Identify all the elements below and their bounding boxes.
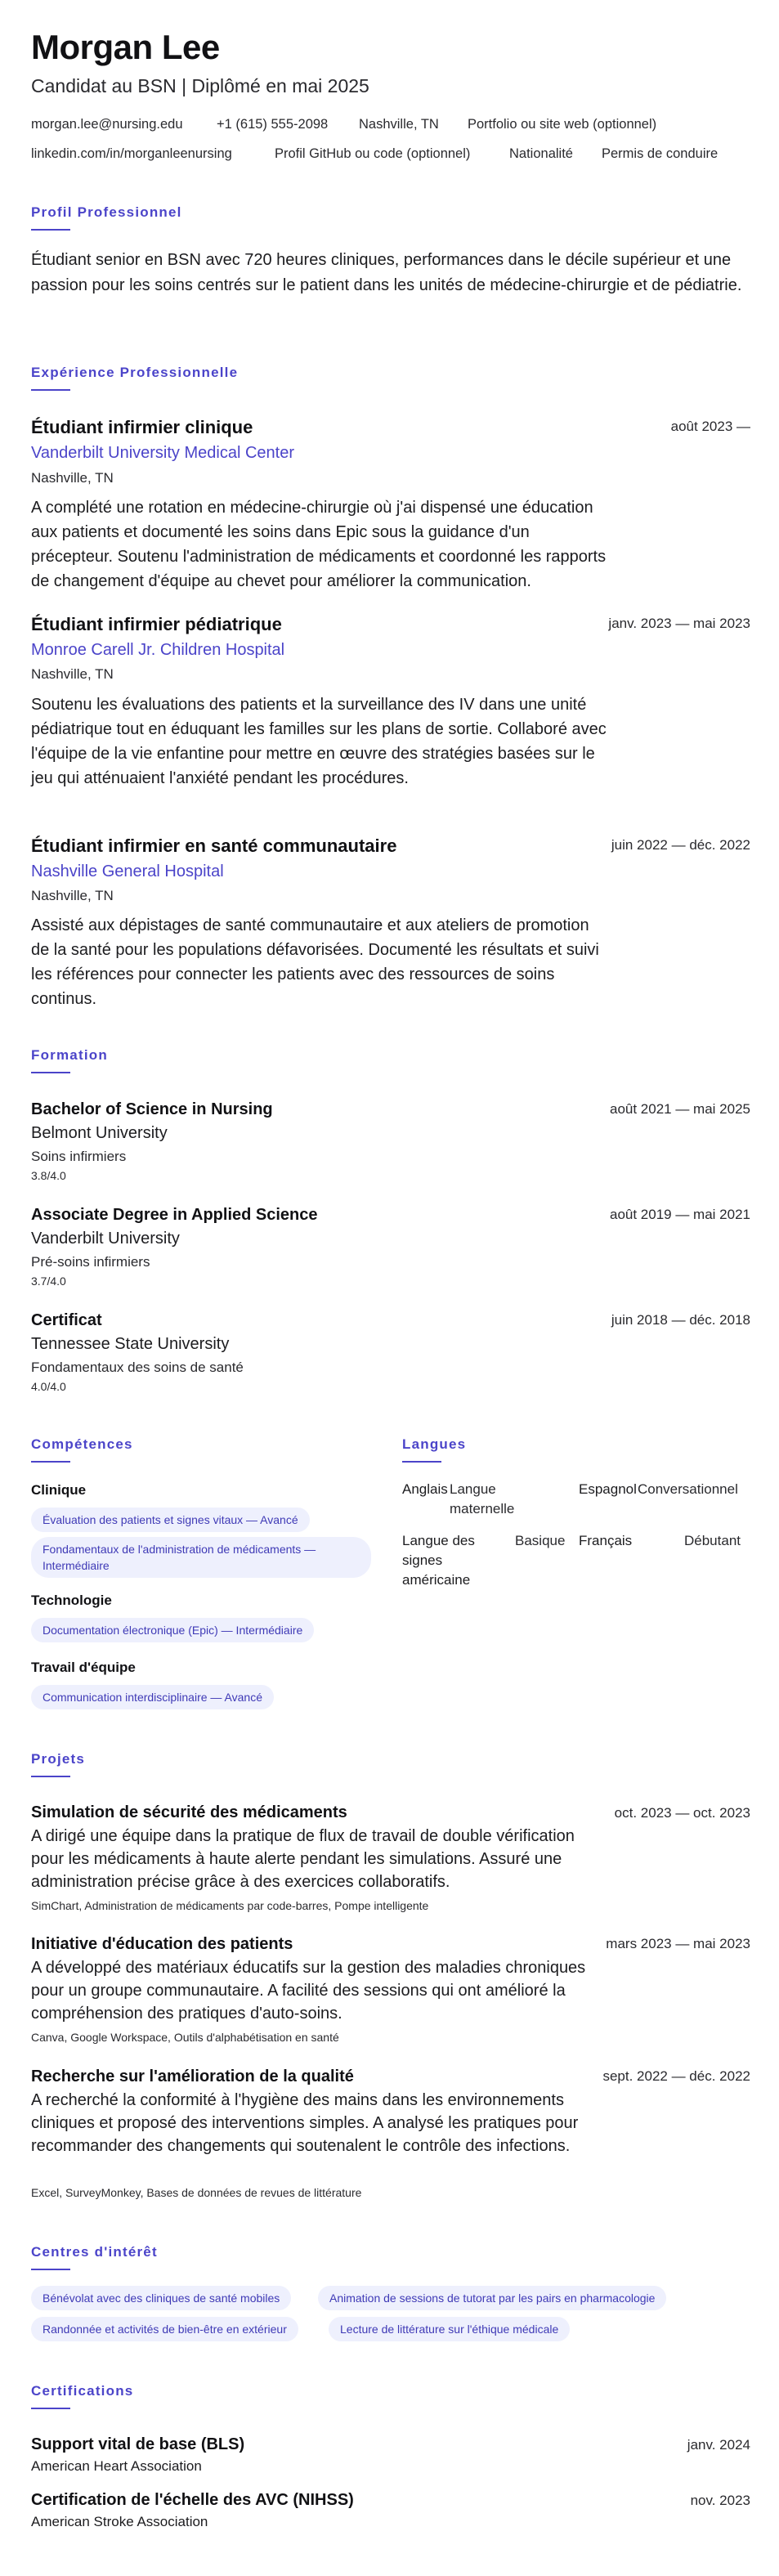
language-level: Conversationnel bbox=[638, 1481, 738, 1497]
job-date: juin 2022 — déc. 2022 bbox=[611, 837, 750, 853]
skill-chip: Évaluation des patients et signes vitaux — Avancé bbox=[31, 1508, 310, 1532]
education-degree: Associate Degree in Applied Science bbox=[31, 1206, 318, 1224]
section-title-profile: Profil Professionnel bbox=[31, 204, 182, 220]
project-description: A recherché la conformité à l'hygiène des mains dans les environnements cliniques et proposé des interventions simples. A analysé les pratiques pour recommander des changements qui soutenalent le contrôle des infections. bbox=[31, 2091, 579, 2155]
certification-issuer: American Stroke Association bbox=[31, 2514, 208, 2529]
interest-chip: Animation de sessions de tutorat par les pairs en pharmacologie bbox=[318, 2286, 666, 2310]
job-title: Étudiant infirmier en santé communautaire bbox=[31, 836, 397, 856]
section-divider bbox=[31, 389, 70, 391]
education-field: Fondamentaux des soins de santé bbox=[31, 1360, 244, 1375]
education-degree: Bachelor of Science in Nursing bbox=[31, 1100, 273, 1118]
section-divider bbox=[402, 1461, 441, 1463]
candidate-name: Morgan Lee bbox=[31, 28, 220, 66]
section-divider bbox=[31, 2408, 70, 2409]
project-description: A développé des matériaux éducatifs sur la gestion des maladies chroniques pour un groupe communautaire. A facilité des sessions qui ont amélioré la compréhension des pratiques d'auto-soins. bbox=[31, 1959, 586, 2023]
certification-title: Support vital de base (BLS) bbox=[31, 2435, 245, 2453]
contact-linkedin[interactable]: linkedin.com/in/morganleenursing bbox=[31, 146, 232, 161]
language-level: Débutant bbox=[684, 1533, 741, 1548]
certification-issuer: American Heart Association bbox=[31, 2458, 202, 2474]
job-company: Vanderbilt University Medical Center bbox=[31, 444, 294, 462]
education-school: Vanderbilt University bbox=[31, 1230, 180, 1248]
contact-phone[interactable]: +1 (615) 555-2098 bbox=[217, 117, 329, 132]
skill-chip-line: Intermédiaire bbox=[43, 1559, 110, 1572]
skill-category-title: Travail d'équipe bbox=[31, 1660, 136, 1675]
section-divider bbox=[31, 2269, 70, 2270]
project-title: Simulation de sécurité des médicaments bbox=[31, 1803, 347, 1821]
section-title-skills: Compétences bbox=[31, 1436, 133, 1452]
job-title: Étudiant infirmier pédiatrique bbox=[31, 614, 282, 634]
language-name: Langue des signes américaine bbox=[402, 1533, 475, 1588]
job-description: Assisté aux dépistages de santé communautaire et aux ateliers de promotion de la santé pour les populations défavorisées. Documenté les résultats et suivi les références pour connecter les patients avec des ressources de soins continus. bbox=[31, 916, 599, 1008]
project-date: sept. 2022 — déc. 2022 bbox=[602, 2068, 750, 2084]
skill-category-title: Clinique bbox=[31, 1482, 87, 1498]
section-title-interests: Centres d'intérêt bbox=[31, 2244, 158, 2260]
project-description: A dirigé une équipe dans la pratique de flux de travail de double vérification pour les médicaments à haute alerte pendant les simulations. Assuré une administration précise grâce à des exercices collaboratifs. bbox=[31, 1827, 575, 1891]
contact-portfolio[interactable]: Portfolio ou site web (optionnel) bbox=[468, 117, 657, 132]
project-date: mars 2023 — mai 2023 bbox=[606, 1936, 750, 1951]
section-title-projects: Projets bbox=[31, 1751, 86, 1767]
education-date: août 2021 — mai 2025 bbox=[609, 1101, 750, 1117]
education-school: Belmont University bbox=[31, 1124, 168, 1142]
contact-github[interactable]: Profil GitHub ou code (optionnel) bbox=[275, 146, 471, 161]
job-description: Soutenu les évaluations des patients et la surveillance des IV dans une unité pédiatrique tout en éduquant les familles sur les plans de sortie. Collaboré avec l'équipe de la vie enfantine pour mettre en œuvre des stratégies basées sur le jeu qui atténuaient l'anxiété pendant les procédures. bbox=[31, 696, 607, 787]
job-date: janv. 2023 — mai 2023 bbox=[608, 616, 750, 631]
contact-location: Nashville, TN bbox=[359, 117, 439, 132]
language-name: Anglais bbox=[402, 1481, 448, 1497]
certification-date: nov. 2023 bbox=[690, 2493, 750, 2508]
skill-chip-line: Fondamentaux de l'administration de médicaments — bbox=[43, 1543, 316, 1556]
job-location: Nashville, TN bbox=[31, 666, 114, 682]
interest-chip: Bénévolat avec des cliniques de santé mobiles bbox=[31, 2286, 291, 2310]
skill-category-title: Technologie bbox=[31, 1593, 112, 1608]
job-title: Étudiant infirmier clinique bbox=[31, 417, 253, 437]
contact-nationality: Nationalité bbox=[509, 146, 573, 161]
section-divider bbox=[31, 1072, 70, 1073]
interest-chip: Lecture de littérature sur l'éthique médicale bbox=[329, 2317, 570, 2341]
education-date: août 2019 — mai 2021 bbox=[609, 1207, 750, 1222]
section-title-education: Formation bbox=[31, 1047, 108, 1063]
skill-chip: Communication interdisciplinaire — Avancé bbox=[31, 1685, 274, 1709]
contact-license: Permis de conduire bbox=[602, 146, 719, 161]
profile-summary: Étudiant senior en BSN avec 720 heures cliniques, performances dans le décile supérieur et une passion pour les soins centrés sur le patient dans les unités de médecine-chirurgie et de pédiatrie. bbox=[31, 251, 742, 294]
section-title-experience: Expérience Professionnelle bbox=[31, 365, 239, 380]
education-gpa: 3.7/4.0 bbox=[31, 1275, 66, 1288]
job-date: août 2023 — bbox=[670, 419, 750, 434]
education-field: Pré-soins infirmiers bbox=[31, 1254, 150, 1270]
education-date: juin 2018 — déc. 2018 bbox=[611, 1312, 750, 1328]
education-school: Tennessee State University bbox=[31, 1335, 230, 1353]
job-company: Nashville General Hospital bbox=[31, 862, 224, 880]
project-title: Initiative d'éducation des patients bbox=[31, 1935, 293, 1953]
section-divider bbox=[31, 1776, 70, 1777]
job-location: Nashville, TN bbox=[31, 470, 114, 486]
language-level: Basique bbox=[515, 1533, 566, 1548]
job-company: Monroe Carell Jr. Children Hospital bbox=[31, 641, 285, 659]
section-divider bbox=[31, 1461, 70, 1463]
education-gpa: 4.0/4.0 bbox=[31, 1380, 66, 1393]
section-divider bbox=[31, 229, 70, 231]
skill-chip: Documentation électronique (Epic) — Intermédiaire bbox=[31, 1618, 314, 1642]
certification-title: Certification de l'échelle des AVC (NIHSS) bbox=[31, 2491, 354, 2509]
education-gpa: 3.8/4.0 bbox=[31, 1169, 66, 1182]
interest-chip: Randonnée et activités de bien-être en extérieur bbox=[31, 2317, 298, 2341]
job-location: Nashville, TN bbox=[31, 888, 114, 903]
certification-date: janv. 2024 bbox=[687, 2437, 750, 2453]
job-description: A complété une rotation en médecine-chirurgie où j'ai dispensé une éducation aux patients et documenté les soins dans Epic sous la guidance d'un précepteur. Soutenu l'administration de médicaments et coordonné les rapports de changement d'équipe au chevet pour améliorer la communication. bbox=[31, 499, 607, 590]
education-degree: Certificat bbox=[31, 1311, 102, 1329]
project-tech: SimChart, Administration de médicaments par code-barres, Pompe intelligente bbox=[31, 1899, 429, 1912]
project-tech: Excel, SurveyMonkey, Bases de données de revues de littérature bbox=[31, 2186, 362, 2199]
project-date: oct. 2023 — oct. 2023 bbox=[614, 1805, 750, 1821]
section-title-certifications: Certifications bbox=[31, 2383, 134, 2399]
language-name: Français bbox=[579, 1533, 633, 1548]
project-title: Recherche sur l'amélioration de la qualité bbox=[31, 2068, 354, 2085]
contact-email[interactable]: morgan.lee@nursing.edu bbox=[31, 117, 183, 132]
section-title-languages: Langues bbox=[402, 1436, 467, 1452]
education-field: Soins infirmiers bbox=[31, 1149, 127, 1164]
language-level: Langue maternelle bbox=[450, 1481, 515, 1516]
language-name: Espagnol bbox=[579, 1481, 637, 1497]
candidate-headline: Candidat au BSN | Diplômé en mai 2025 bbox=[31, 75, 369, 96]
skill-chip bbox=[31, 1537, 371, 1578]
project-tech: Canva, Google Workspace, Outils d'alphabétisation en santé bbox=[31, 2031, 339, 2044]
